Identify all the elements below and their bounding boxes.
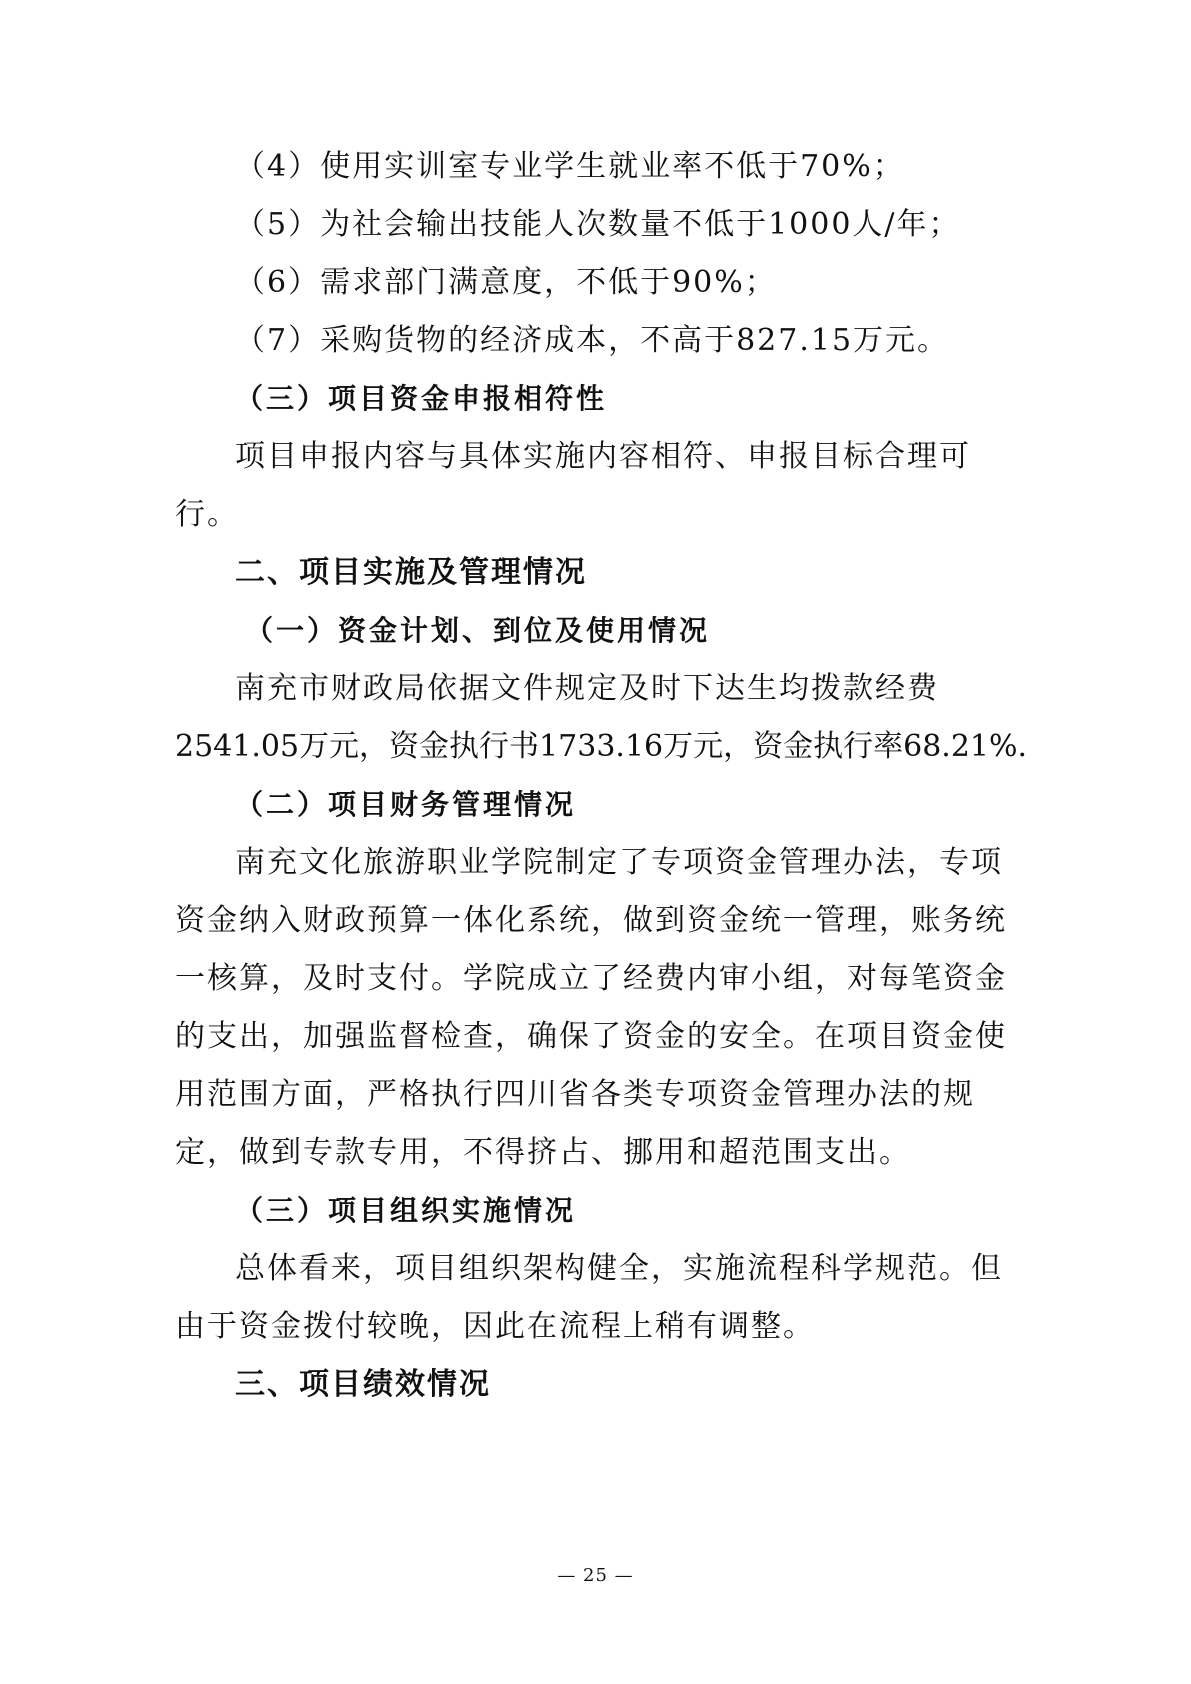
paragraph-line: 定，做到专款专用，不得挤占、挪用和超范围支出。 [175, 1135, 911, 1170]
indicator-economic-cost: （7）采购货物的经济成本，不高于827.15万元。 [235, 323, 950, 358]
paragraph-line: 由于资金拨付较晚，因此在流程上稍有调整。 [175, 1309, 815, 1344]
indicator-skill-output: （5）为社会输出技能人次数量不低于1000人/年； [235, 207, 961, 242]
paragraph-line: 总体看来，项目组织架构健全，实施流程科学规范。但 [235, 1251, 1003, 1286]
paragraph-line: 南充文化旅游职业学院制定了专项资金管理办法，专项 [235, 845, 1003, 880]
paragraph-line: 的支出，加强监督检查，确保了资金的安全。在项目资金使 [175, 1019, 1007, 1054]
section-heading-finance-management: （二）项目财务管理情况 [235, 788, 577, 821]
paragraph-line: 项目申报内容与具体实施内容相符、申报目标合理可 [235, 439, 971, 474]
page-number: — 25 — [557, 1565, 634, 1586]
paragraph-line: 行。 [175, 497, 239, 532]
section-heading-organization: （三）项目组织实施情况 [235, 1194, 577, 1227]
section-heading-fund-consistency: （三）项目资金申报相符性 [235, 382, 608, 415]
paragraph-line: 一核算，及时支付。学院成立了经费内审小组，对每笔资金 [175, 961, 1007, 996]
chapter-heading-implementation: 二、项目实施及管理情况 [235, 555, 587, 590]
chapter-heading-performance: 三、项目绩效情况 [235, 1367, 491, 1402]
paragraph-line: 资金纳入财政预算一体化系统，做到资金统一管理，账务统 [175, 903, 1007, 938]
indicator-employment-rate: （4）使用实训室专业学生就业率不低于70%； [235, 149, 905, 184]
paragraph-line: 2541.05万元，资金执行书1733.16万元，资金执行率68.21%. [175, 729, 1028, 764]
section-heading-fund-plan: （一）资金计划、到位及使用情况 [245, 614, 711, 647]
paragraph-line: 用范围方面，严格执行四川省各类专项资金管理办法的规 [175, 1077, 975, 1112]
paragraph-line: 南充市财政局依据文件规定及时下达生均拨款经费 [235, 671, 939, 706]
indicator-satisfaction: （6）需求部门满意度，不低于90%； [235, 265, 777, 300]
